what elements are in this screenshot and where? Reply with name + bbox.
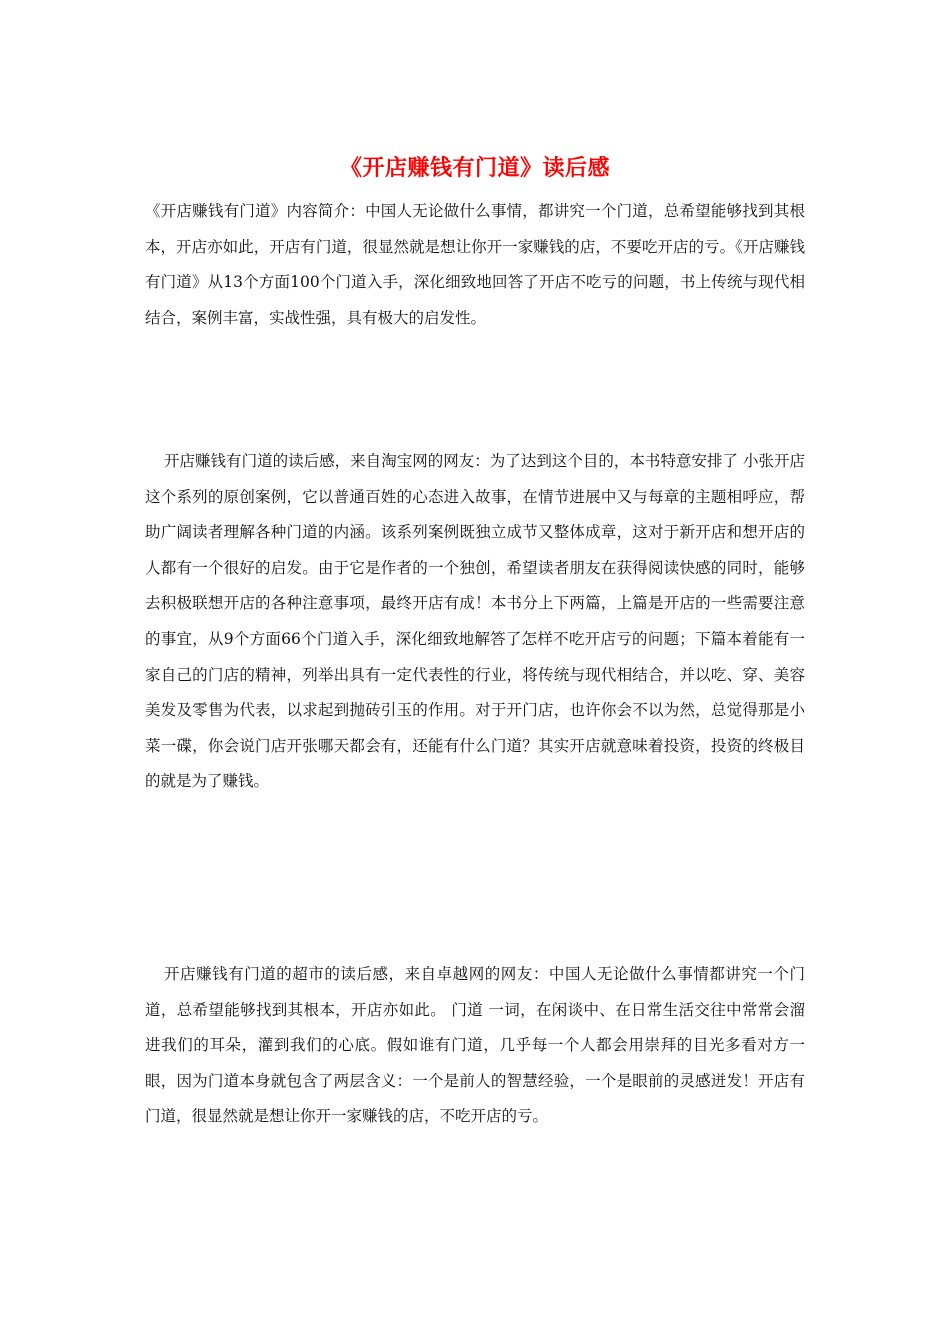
paragraph-intro: 《开店赚钱有门道》内容简介：中国人无论做什么事情，都讲究一个门道，总希望能够找到其根本，开店亦如此，开店有门道，很显然就是想让你开一家赚钱的店，不要吃开店的亏。《开店赚钱有门道》从13个方面100个门道入手，深化细致地回答了开店不吃亏的问题，书上传统与现代相结合，案例丰富，实战性强，具有极大的启发性。: [145, 202, 805, 327]
document-title: 《开店赚钱有门道》读后感: [339, 155, 610, 181]
paragraph-taobao-review: 开店赚钱有门道的读后感，来自淘宝网的网友：为了达到这个目的，本书特意安排了 小张开店 这个系列的原创案例，它以普通百姓的心态进入故事，在情节进展中又与每章的主题相呼应，帮助广阔读者理解各种门道的内涵。该系列案例既独立成节又整体成章，这对于新开店和想开店的人都有一个很好的启发。由于它是作者的一个独创，希望读者朋友在获得阅读快感的同时，能够去积极联想开店的各种注意事项，最终开店有成！本书分上下两篇，上篇是开店的一些需要注意的事宜，从9个方面66个门道入手，深化细致地解答了怎样不吃开店亏的问题；下篇本着能有一家自己的门店的精神，列举出具有一定代表性的行业，将传统与现代相结合，并以吃、穿、美容美发及零售为代表，以求起到抛砖引玉的作用。对于开门店，也许你会不以为然，总觉得那是小菜一碟，你会说门店开张哪天都会有，还能有什么门道？其实开店就意味着投资，投资的终极目的就是为了赚钱。: [145, 452, 805, 791]
paragraph-joyo-review: 开店赚钱有门道的超市的读后感，来自卓越网的网友：中国人无论做什么事情都讲究一个门道，总希望能够找到其根本，开店亦如此。 门道 一词，在闲谈中、在日常生活交往中常常会溜进我们的耳朵，灌到我们的心底。假如谁有门道，几乎每一个人都会用崇拜的目光多看对方一眼，因为门道本身就包含了两层含义：一个是前人的智慧经验，一个是眼前的灵感迸发！开店有门道，很显然就是想让你开一家赚钱的店，不吃开店的亏。: [145, 965, 805, 1126]
